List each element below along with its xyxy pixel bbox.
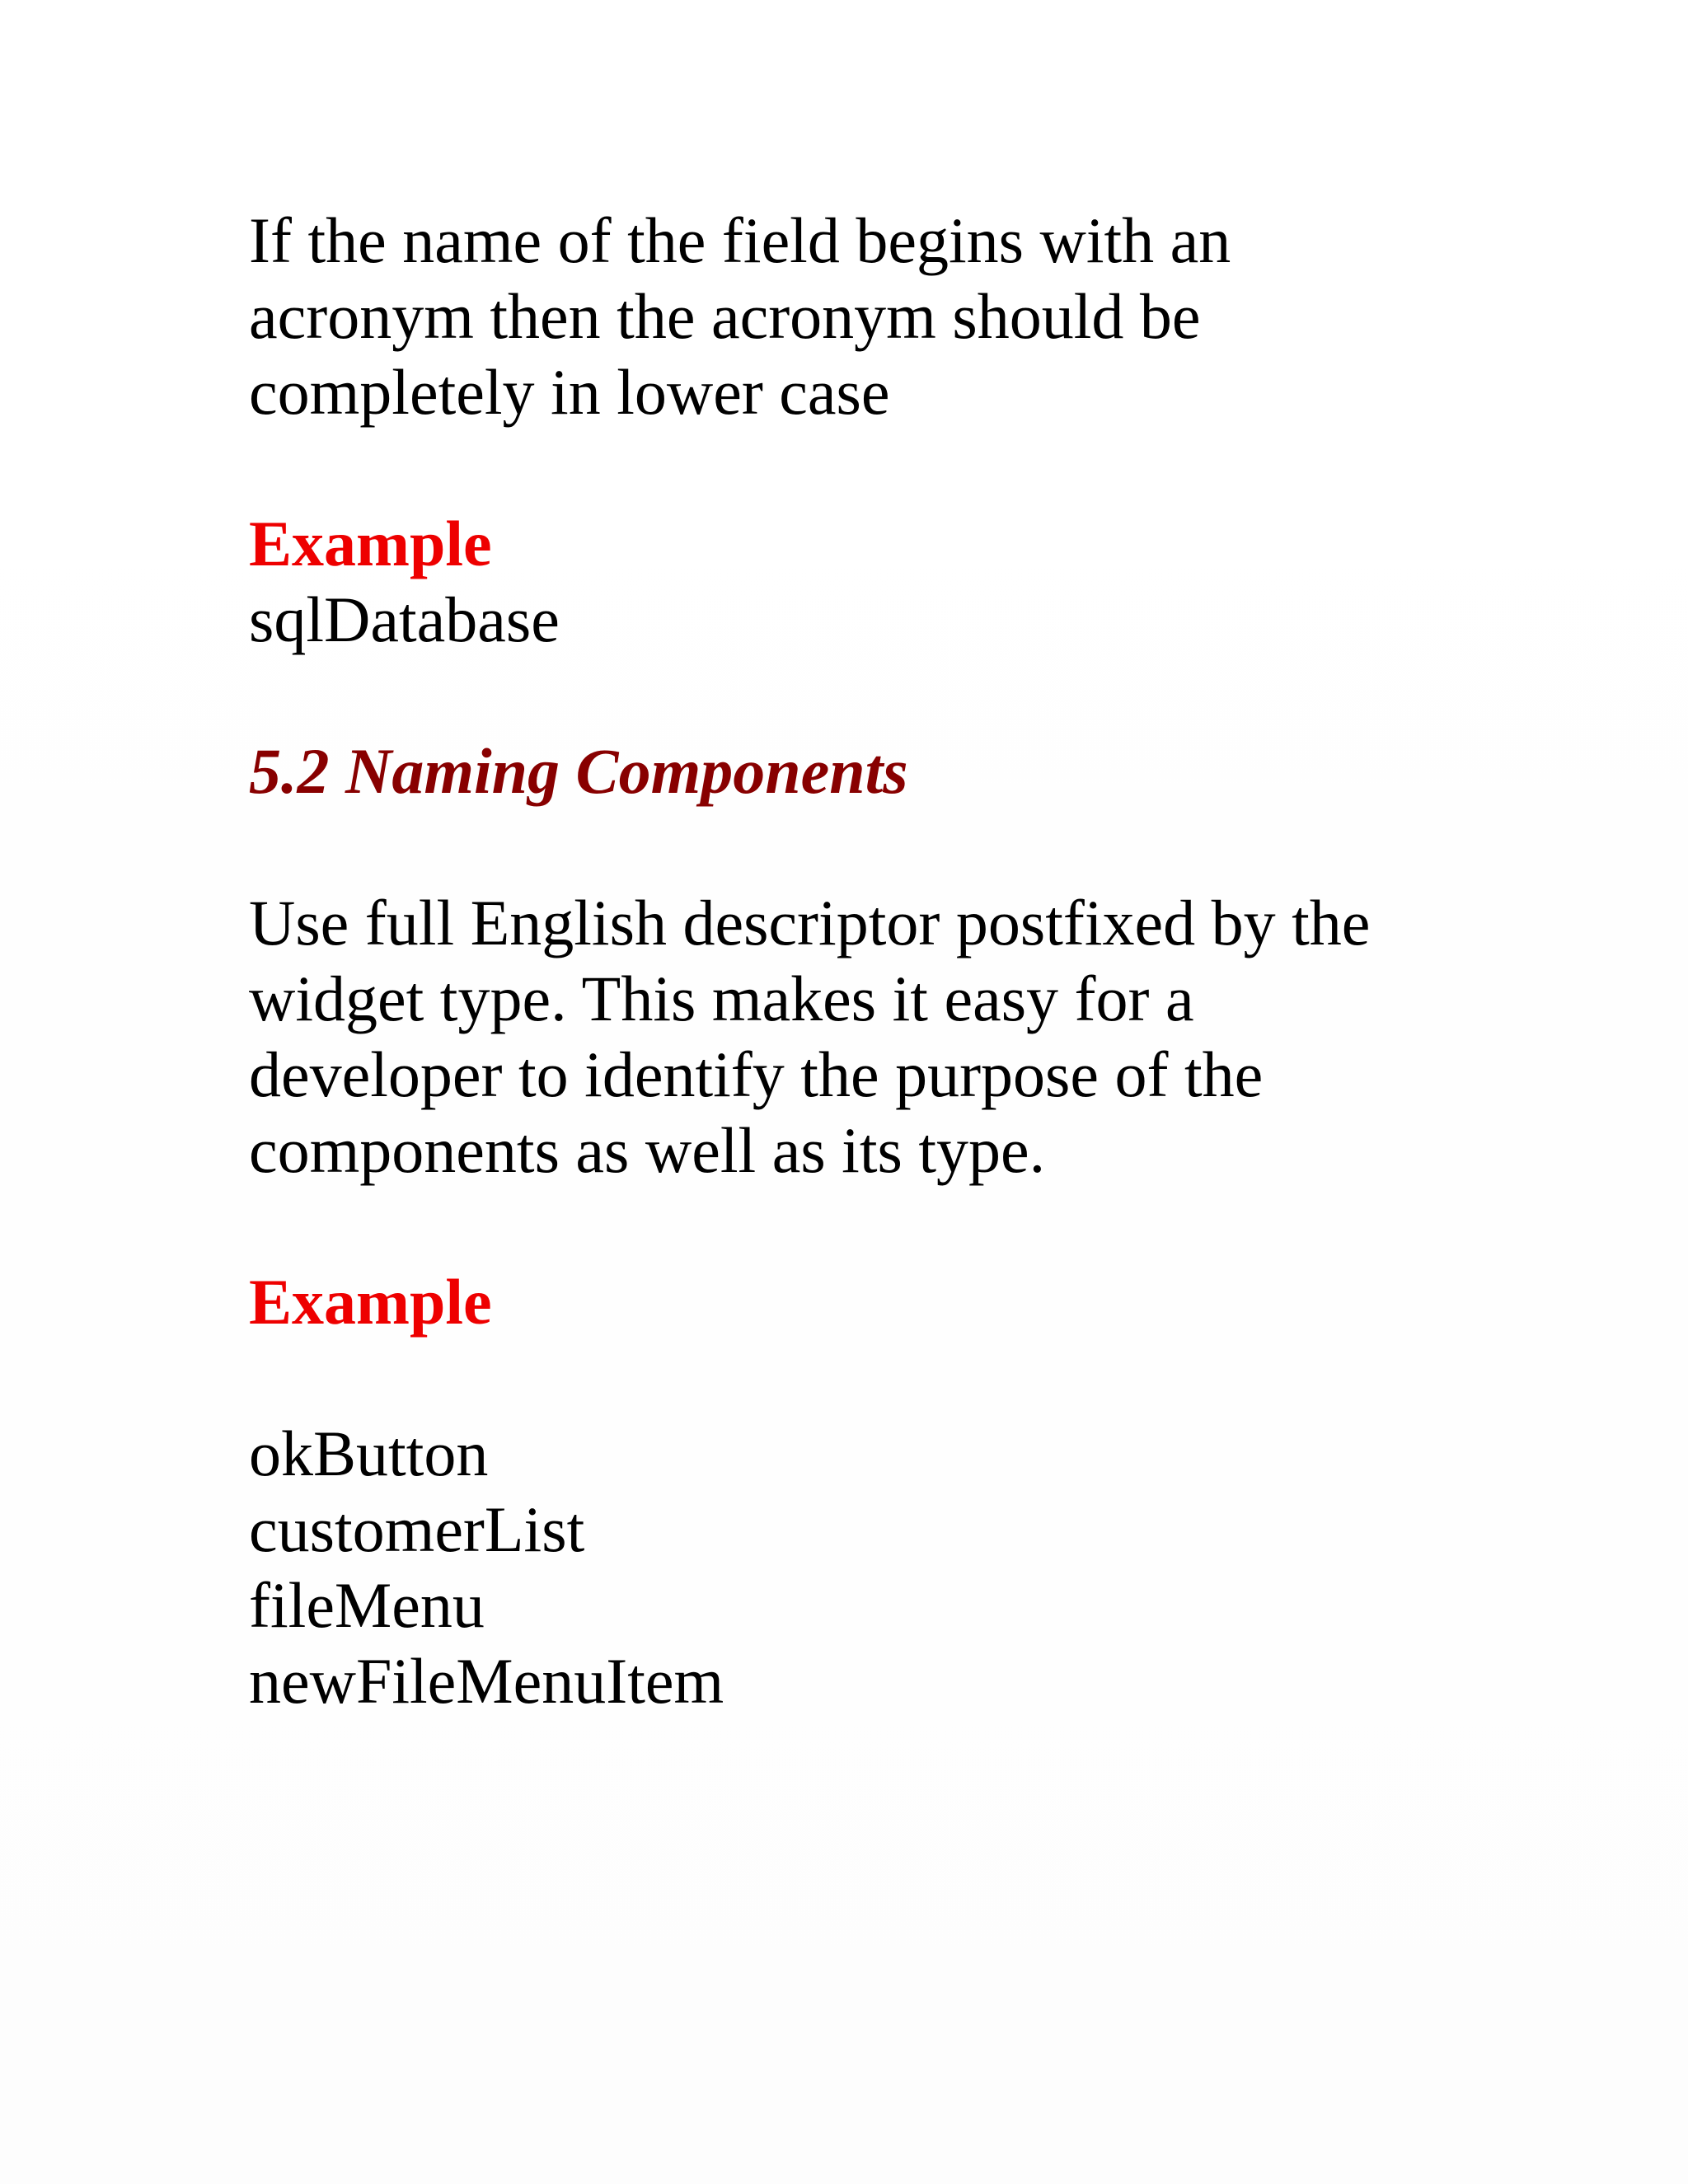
example-code: sqlDatabase — [249, 583, 560, 655]
section-line: widget type. This makes it easy for a — [249, 963, 1194, 1034]
intro-line: acronym then the acronym should be — [249, 280, 1201, 352]
example-code: customerList — [249, 1493, 585, 1565]
spacer — [249, 809, 1485, 885]
intro-line: If the name of the field begins with an — [249, 204, 1231, 276]
intro-line: completely in lower case — [249, 356, 890, 428]
page-content — [249, 203, 1485, 1719]
intro-paragraph — [249, 203, 1485, 430]
spacer — [249, 658, 1485, 733]
section-line: Use full English descriptor postfixed by the — [249, 887, 1371, 958]
example-code: okButton — [249, 1418, 489, 1489]
spacer — [249, 430, 1485, 506]
section-line: components as well as its type. — [249, 1114, 1046, 1186]
section-paragraph — [249, 885, 1485, 1188]
example-code: newFileMenuItem — [249, 1645, 724, 1717]
example-heading: Example — [249, 508, 492, 579]
example-heading: Example — [249, 1266, 492, 1338]
spacer — [249, 1340, 1485, 1416]
example-code-list — [249, 1416, 1485, 1719]
section-heading: 5.2 Naming Components — [249, 735, 908, 807]
example-code: fileMenu — [249, 1569, 485, 1641]
section-line: developer to identify the purpose of the — [249, 1038, 1264, 1110]
spacer — [249, 1188, 1485, 1264]
